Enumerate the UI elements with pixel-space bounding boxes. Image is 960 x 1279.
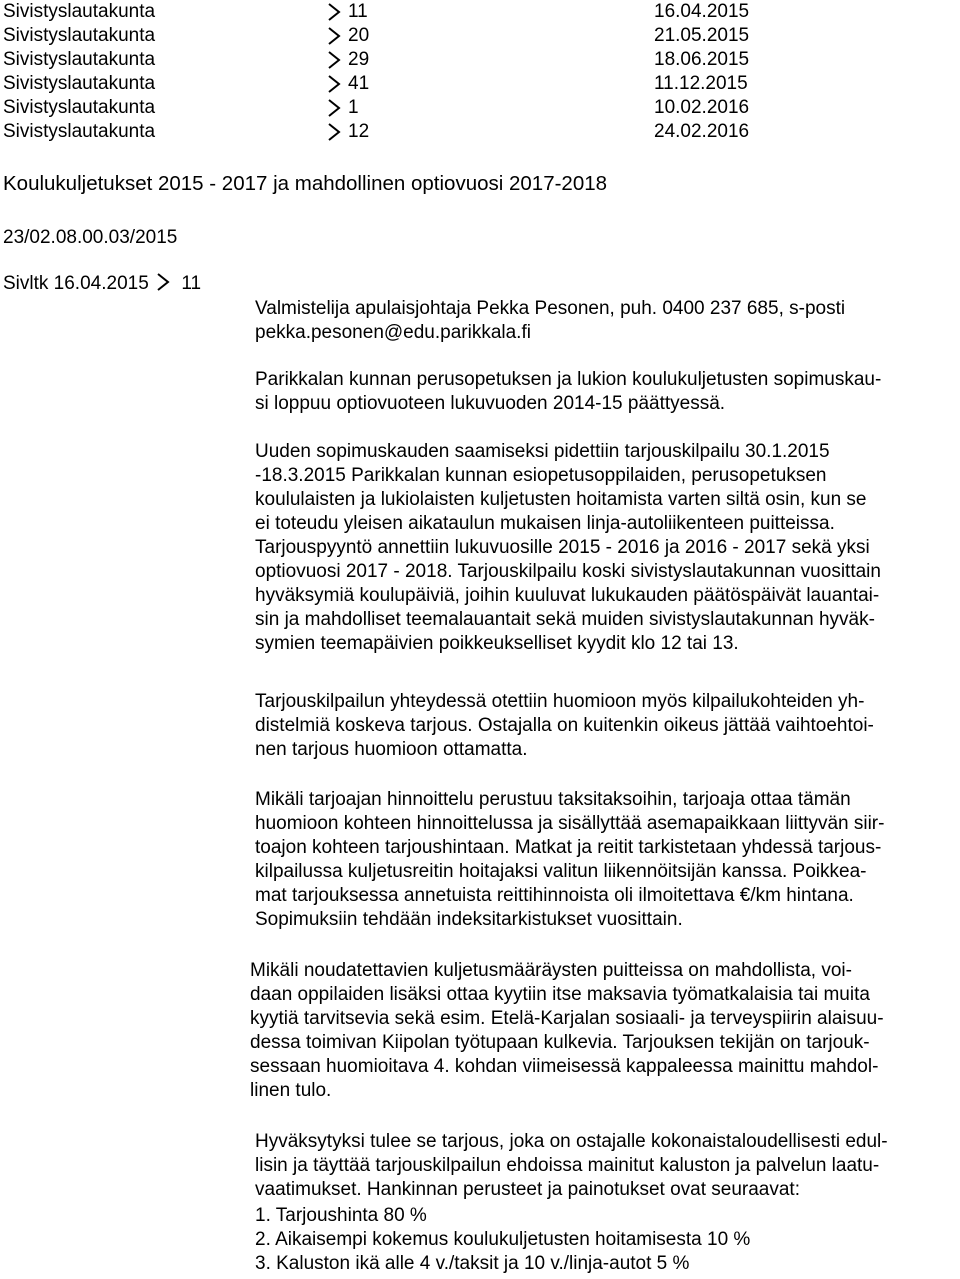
paragraph-number: 11	[348, 1, 368, 22]
paragraph-line: optiovuosi 2017 - 2018. Tarjouskilpailu koski sivistyslautakunnan vuosittain	[255, 561, 881, 582]
paragraph-number: 41	[348, 73, 370, 94]
paragraph-line: lisin ja täyttää tarjouskilpailun ehdoissa mainitut kaluston ja palvelun laatu-	[255, 1155, 880, 1176]
paragraph-line: Mikäli tarjoajan hinnoittelu perustuu taksitaksoihin, tarjoaja ottaa tämän	[255, 789, 851, 810]
paragraph-line: huomioon kohteen hinnoittelussa ja sisällyttää asemapaikkaan liittyvän siir-	[255, 813, 885, 834]
paragraph-line: daan oppilaiden lisäksi ottaa kyytiin itse maksavia työmatkalaisia tai muita	[250, 984, 870, 1005]
paragraph-number: 1	[348, 97, 359, 118]
paragraph-line: Sopimuksiin tehdään indeksitarkistukset vuosittain.	[255, 909, 683, 930]
paragraph-line: hyväksymiä koulupäiviä, joihin kuuluvat lukukauden päätöspäivät lauantai-	[255, 585, 880, 606]
meeting-date: 10.02.2016	[654, 97, 750, 118]
reference-row	[3, 72, 903, 96]
paragraph-line: linen tulo.	[250, 1080, 332, 1101]
arrow-right-icon	[327, 27, 345, 45]
committee-name: Sivistyslautakunta	[3, 49, 156, 70]
arrow-right-icon	[327, 123, 345, 141]
committee-name: Sivistyslautakunta	[3, 1, 156, 22]
paragraph-line: kyytiä tarvitsevia sekä esim. Etelä-Karjalan sosiaali- ja terveyspiirin alaisuu-	[250, 1008, 884, 1029]
page-title: Koulukuljetukset 2015 - 2017 ja mahdollinen optiovuosi 2017-2018	[3, 172, 608, 195]
arrow-right-icon	[327, 99, 345, 117]
committee-name: Sivistyslautakunta	[3, 73, 156, 94]
record-id: 23/02.08.00.03/2015	[3, 227, 178, 248]
paragraph-line: symien teemapäivien poikkeukselliset kyydit klo 12 tai 13.	[255, 633, 739, 654]
meeting-date: 24.02.2016	[654, 121, 750, 142]
paragraph-line: toajon kohteen tarjoushintaan. Matkat ja reitit tarkistetaan yhdessä tarjous-	[255, 837, 882, 858]
reference-row	[3, 24, 903, 48]
paragraph-line: Tarjouskilpailun yhteydessä otettiin huomioon myös kilpailukohteiden yh-	[255, 691, 865, 712]
paragraph-line: Tarjouspyyntö annettiin lukuvuosille 2015 - 2016 ja 2016 - 2017 sekä yksi	[255, 537, 870, 558]
paragraph-line: Hyväksytyksi tulee se tarjous, joka on ostajalle kokonaistaloudellisesti edul-	[255, 1131, 888, 1152]
paragraph-line: distelmiä koskeva tarjous. Ostajalla on kuitenkin oikeus jättää vaihtoehtoi-	[255, 715, 874, 736]
paragraph-line: koululaisten ja lukiolaisten kuljetusten hoitamista varten siltä osin, kun se	[255, 489, 867, 510]
paragraph-number: 12	[348, 121, 370, 142]
paragraph-line: Parikkalan kunnan perusopetuksen ja lukion koulukuljetusten sopimuskau-	[255, 369, 882, 390]
preparer-line: Valmistelija apulaisjohtaja Pekka Pesonen, puh. 0400 237 685, s-posti	[255, 298, 846, 319]
paragraph-line: Uuden sopimuskauden saamiseksi pidettiin tarjouskilpailu 30.1.2015	[255, 441, 830, 462]
meeting-ref	[3, 272, 201, 296]
meeting-ref-number: 11	[181, 273, 202, 294]
paragraph-line: mat tarjouksessa annetuista reittihinnoista oli ilmoitettava €/km hintana.	[255, 885, 854, 906]
committee-name: Sivistyslautakunta	[3, 121, 156, 142]
reference-row	[3, 48, 903, 72]
paragraph-line: dessa toimivan Kiipolan työtupaan kulkevia. Tarjouksen tekijän on tarjouk-	[250, 1032, 870, 1053]
meeting-date: 18.06.2015	[654, 49, 750, 70]
meeting-date: 16.04.2015	[654, 1, 750, 22]
arrow-right-icon	[327, 75, 345, 93]
meeting-ref-prefix: Sivltk 16.04.2015	[3, 273, 149, 294]
paragraph-line: -18.3.2015 Parikkalan kunnan esiopetusoppilaiden, perusopetuksen	[255, 465, 827, 486]
paragraph-line: Mikäli noudatettavien kuljetusmääräysten puitteissa on mahdollista, voi-	[250, 960, 852, 981]
preparer-email: pekka.pesonen@edu.parikkala.fi	[255, 322, 531, 343]
committee-name: Sivistyslautakunta	[3, 25, 156, 46]
reference-row	[3, 0, 903, 24]
arrow-right-icon	[327, 51, 345, 69]
paragraph-line: sessaan huomioitava 4. kohdan viimeisessä kappaleessa mainittu mahdol-	[250, 1056, 879, 1077]
paragraph-number: 29	[348, 49, 370, 70]
reference-row	[3, 96, 903, 120]
reference-row	[3, 120, 903, 144]
paragraph-line: nen tarjous huomioon ottamatta.	[255, 739, 528, 760]
meeting-date: 21.05.2015	[654, 25, 750, 46]
committee-name: Sivistyslautakunta	[3, 97, 156, 118]
paragraph-line: kilpailussa kuljetusreitin hoitajaksi valitun liikennöitsijän kanssa. Poikkea-	[255, 861, 867, 882]
list-item: 2. Aikaisempi kokemus koulukuljetusten hoitamisesta 10 %	[255, 1229, 751, 1250]
paragraph-line: sin ja mahdolliset teemalauantait sekä muiden sivistyslautakunnan hyväk-	[255, 609, 875, 630]
list-item: 1. Tarjoushinta 80 %	[255, 1205, 427, 1226]
arrow-right-icon	[156, 273, 174, 291]
paragraph-line: ei toteudu yleisen aikataulun mukaisen linja-autoliikenteen puitteissa.	[255, 513, 835, 534]
meeting-date: 11.12.2015	[654, 73, 748, 94]
paragraph-number: 20	[348, 25, 370, 46]
arrow-right-icon	[327, 3, 345, 21]
paragraph-line: si loppuu optiovuoteen lukuvuoden 2014-15 päättyessä.	[255, 393, 726, 414]
paragraph-line: vaatimukset. Hankinnan perusteet ja painotukset ovat seuraavat:	[255, 1179, 800, 1200]
list-item: 3. Kaluston ikä alle 4 v./taksit ja 10 v./linja-autot 5 %	[255, 1253, 690, 1274]
